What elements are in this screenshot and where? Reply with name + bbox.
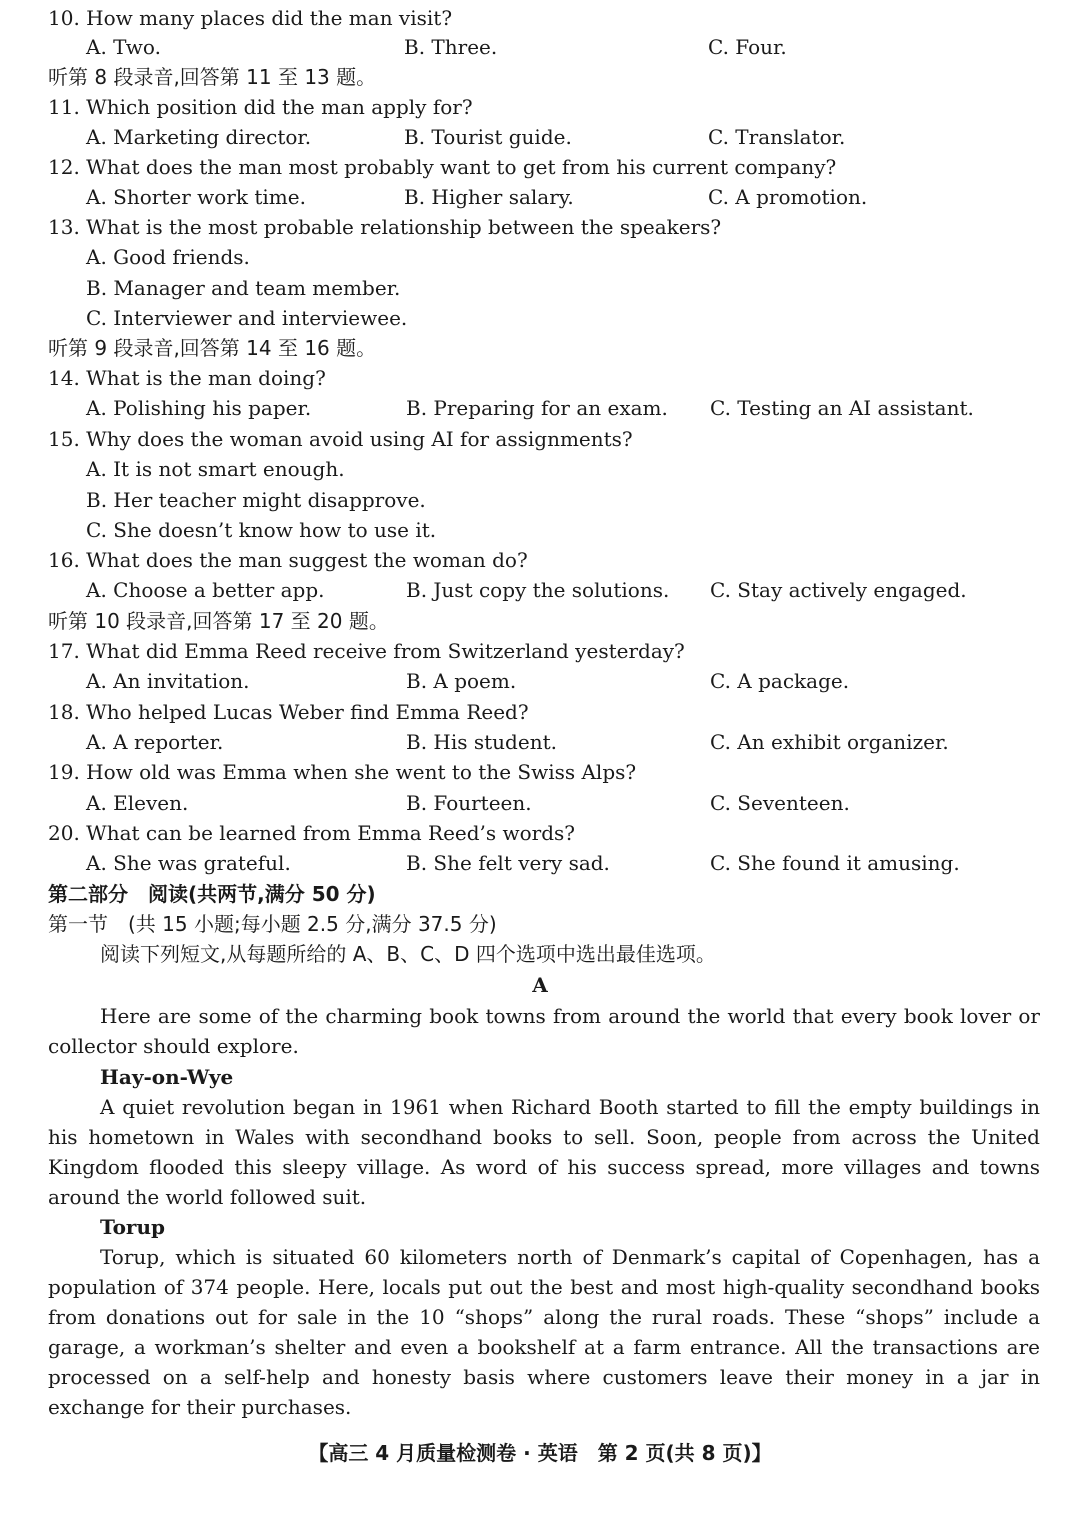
part-2-instruction: 阅读下列短文,从每题所给的 A、B、C、D 四个选项中选出最佳选项。 [100, 942, 716, 966]
question-19-option-c: C. Seventeen. [710, 791, 850, 815]
question-20-stem: 20. What can be learned from Emma Reed’s words? [48, 821, 576, 845]
question-12-option-a: A. Shorter work time. [86, 185, 306, 209]
question-14-stem: 14. What is the man doing? [48, 366, 326, 390]
question-14-option-c: C. Testing an AI assistant. [710, 396, 974, 420]
question-11-option-c: C. Translator. [708, 125, 846, 149]
paragraph-hay-on-wye: A quiet revolution began in 1961 when Richard Booth started to fill the empty buildings in his hometown in Wales with secondhand books to sell. Soon, people from across the United Kingdom flooded this sleepy village. As word of his success spread, more villages and towns around the world followed suit. [48, 1095, 1040, 1209]
question-20-option-b: B. She felt very sad. [406, 851, 610, 875]
question-18-stem: 18. Who helped Lucas Weber find Emma Reed? [48, 700, 529, 724]
question-15-option-b: B. Her teacher might disapprove. [86, 488, 426, 512]
question-14-option-a: A. Polishing his paper. [86, 396, 312, 420]
heading-hay-on-wye: Hay-on-Wye [100, 1065, 234, 1089]
passage-intro: Here are some of the charming book towns from around the world that every book lover or collector should explore. [48, 1004, 1040, 1058]
question-20-option-a: A. She was grateful. [86, 851, 291, 875]
part-2-title: 第二部分 阅读(共两节,满分 50 分) [48, 882, 376, 906]
question-10-option-b: B. Three. [404, 35, 498, 59]
heading-torup: Torup [100, 1215, 165, 1239]
question-20-option-c: C. She found it amusing. [710, 851, 960, 875]
question-11-option-b: B. Tourist guide. [404, 125, 572, 149]
question-19-option-a: A. Eleven. [86, 791, 189, 815]
part-2-section-1-title: 第一节 (共 15 小题;每小题 2.5 分,满分 37.5 分) [48, 912, 497, 936]
question-18-option-a: A. A reporter. [86, 730, 224, 754]
question-14-option-b: B. Preparing for an exam. [406, 396, 668, 420]
question-11-stem: 11. Which position did the man apply for? [48, 95, 473, 119]
question-13-option-c: C. Interviewer and interviewee. [86, 306, 408, 330]
section-10-instruction: 听第 10 段录音,回答第 17 至 20 题。 [48, 609, 389, 633]
question-13-stem: 13. What is the most probable relationship between the speakers? [48, 215, 722, 239]
section-9-instruction: 听第 9 段录音,回答第 14 至 16 题。 [48, 336, 377, 360]
question-17-stem: 17. What did Emma Reed receive from Switzerland yesterday? [48, 639, 685, 663]
question-16-option-a: A. Choose a better app. [86, 578, 325, 602]
page-footer: 【高三 4 月质量检测卷 · 英语 第 2 页(共 8 页)】 [308, 1441, 772, 1465]
question-17-option-c: C. A package. [710, 669, 850, 693]
question-10-option-c: C. Four. [708, 35, 787, 59]
question-18-option-c: C. An exhibit organizer. [710, 730, 949, 754]
question-17-option-b: B. A poem. [406, 669, 517, 693]
question-19-option-b: B. Fourteen. [406, 791, 532, 815]
section-8-instruction: 听第 8 段录音,回答第 11 至 13 题。 [48, 65, 377, 89]
passage-letter: A [532, 973, 548, 997]
question-10-option-a: A. Two. [86, 35, 161, 59]
question-16-option-b: B. Just copy the solutions. [406, 578, 670, 602]
question-12-option-c: C. A promotion. [708, 185, 868, 209]
question-12-option-b: B. Higher salary. [404, 185, 574, 209]
question-10-stem: 10. How many places did the man visit? [48, 6, 453, 30]
question-17-option-a: A. An invitation. [86, 669, 250, 693]
question-15-option-c: C. She doesn’t know how to use it. [86, 518, 437, 542]
question-15-stem: 15. Why does the woman avoid using AI for assignments? [48, 427, 633, 451]
question-13-option-b: B. Manager and team member. [86, 276, 401, 300]
question-12-stem: 12. What does the man most probably want to get from his current company? [48, 155, 837, 179]
question-11-option-a: A. Marketing director. [86, 125, 312, 149]
question-16-stem: 16. What does the man suggest the woman do? [48, 548, 528, 572]
question-16-option-c: C. Stay actively engaged. [710, 578, 967, 602]
question-15-option-a: A. It is not smart enough. [86, 457, 345, 481]
question-18-option-b: B. His student. [406, 730, 557, 754]
question-13-option-a: A. Good friends. [86, 245, 250, 269]
question-19-stem: 19. How old was Emma when she went to the Swiss Alps? [48, 760, 637, 784]
paragraph-torup: Torup, which is situated 60 kilometers north of Denmark’s capital of Copenhagen, has a population of 374 people. Here, locals put out the best and most high-quality secondhand books from donations out for sale in the 10 “shops” along the rural roads. These “shops” include a garage, a workman’s shelter and even a bookshelf at a farm entrance. All the transactions are processed on a self-help and honesty basis where customers leave their money in a jar in exchange for their purchases. [48, 1245, 1040, 1419]
